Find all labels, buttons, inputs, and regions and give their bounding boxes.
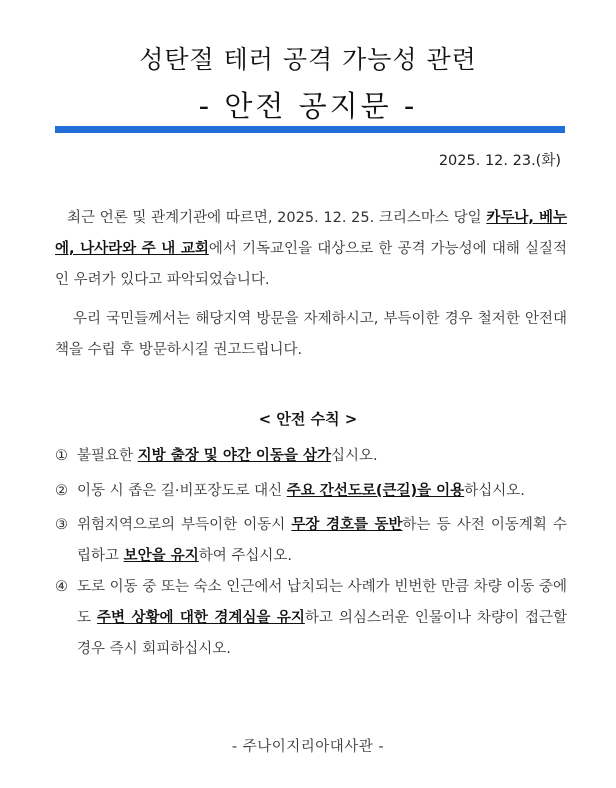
location-highlight: 카두나, 베누에, 나사라와 주 내 교회 (55, 210, 567, 257)
rule-text: 이동 시 좁은 길·비포장도로 대신 주요 간선도로(큰길)을 이용하십시오. (77, 483, 525, 499)
rule-number: ③ (55, 517, 68, 533)
safety-rule-1 (55, 441, 567, 472)
notice-subtitle: - 안전 공지문 - (198, 89, 418, 123)
paragraph-situation (55, 203, 567, 296)
paragraph-advisory: 우리 국민들께서는 해당지역 방문을 자제하시고, 부득이한 경우 철저한 안전대책을 수립 후 방문하시길 권고드립니다. (55, 311, 567, 358)
paragraph-situation-text-1: 최근 언론 및 관계기관에 따르면, 2025. 12. 25. 크리스마스 당일 (67, 210, 487, 226)
embassy-signature: - 주나이지리아대사관 - (231, 739, 385, 755)
rule-emphasis: 보안을 유지 (123, 548, 199, 564)
rule-text: 위험지역으로의 부득이한 이동시 무장 경호를 동반하는 등 사전 이동계획 수립하고 보안을 유지하여 주십시오. (77, 517, 567, 564)
rule-number: ② (55, 483, 68, 499)
safety-rule-4 (55, 572, 567, 665)
section-title-safety-rules: < 안전 수칙 > (258, 410, 358, 428)
safety-rule-2 (55, 476, 567, 507)
rule-text: 도로 이동 중 또는 숙소 인근에서 납치되는 사례가 빈번한 만큼 차량 이동 중에도 주변 상황에 대한 경계심을 유지하고 의심스러운 인물이나 차량이 접근할 경우 즉시 회피하십시오. (77, 579, 567, 657)
notice-date: 2025. 12. 23.(화) (438, 153, 561, 169)
rule-emphasis: 주변 상황에 대한 경계심을 유지 (97, 610, 305, 626)
notice-title: 성탄절 테러 공격 가능성 관련 (139, 45, 477, 74)
paragraph-situation-text-2: 에서 기독교인을 대상으로 한 공격 가능성에 대해 실질적인 우려가 있다고 파악되었습니다. (55, 241, 567, 288)
rule-number: ① (55, 448, 68, 464)
rule-emphasis: 무장 경호를 동반 (291, 517, 403, 533)
rule-emphasis: 지방 출장 및 야간 이동을 삼가 (137, 448, 331, 464)
safety-rule-3 (55, 510, 567, 572)
rule-text: 불필요한 지방 출장 및 야간 이동을 삼가십시오. (77, 448, 378, 464)
title-divider (55, 126, 565, 133)
rule-number: ④ (55, 579, 68, 595)
rule-emphasis: 주요 간선도로(큰길)을 이용 (286, 483, 465, 499)
